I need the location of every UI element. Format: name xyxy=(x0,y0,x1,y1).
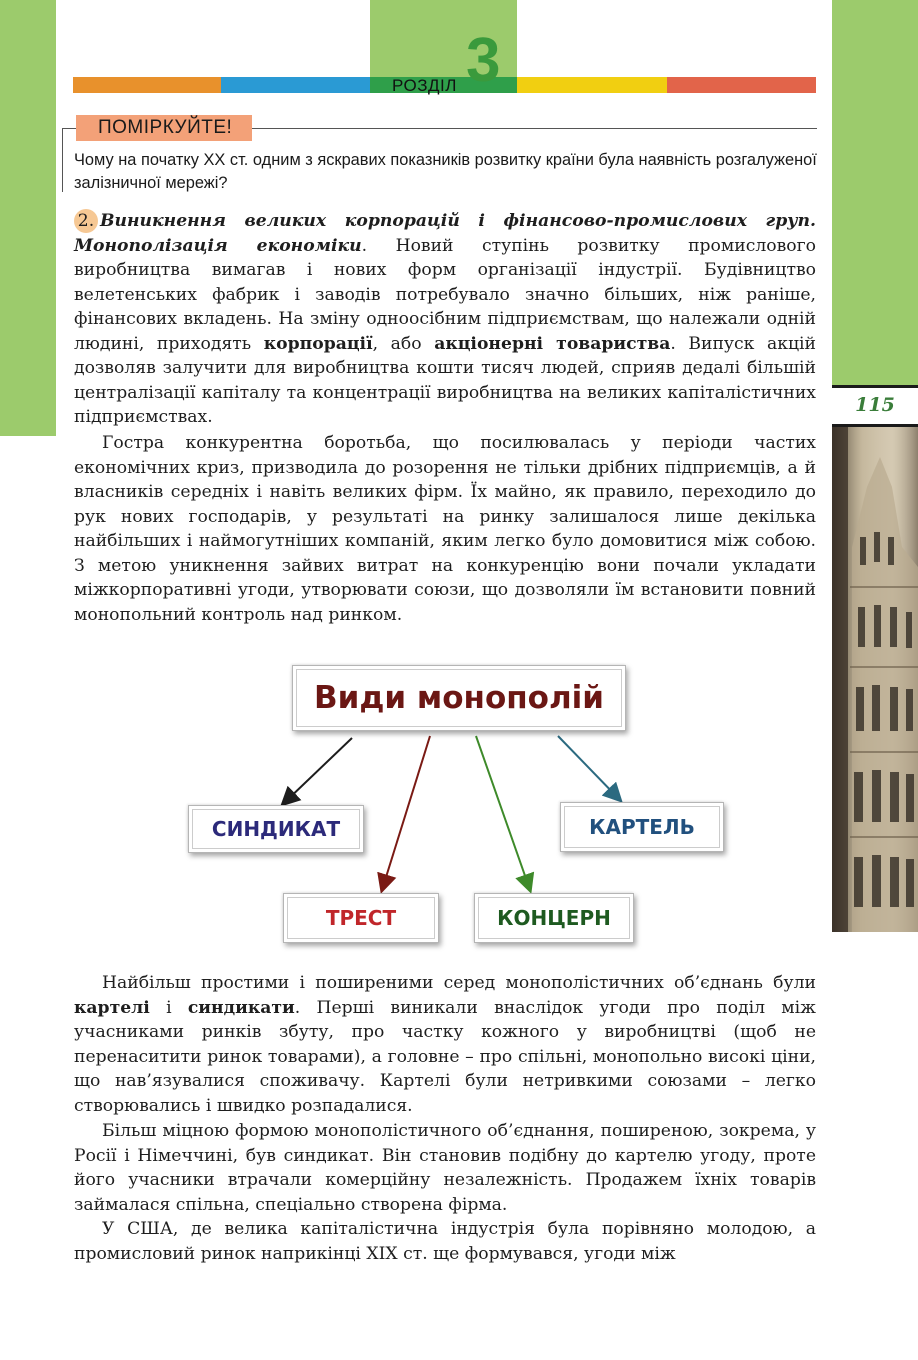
term-cartels: картелі xyxy=(74,997,150,1018)
paragraph-4: Більш міцною формою монополістичного об’єднання, поширеною, зокрема, у Росії і Німеччині, був синдикат. Він становив подібну до картелю угоду, проте його учасники втрачали комерційну незалежність. Продажем їхніх товарів займалася спільна, спеціально створена фірма. xyxy=(74,1121,816,1215)
concern-label: КОНЦЕРН xyxy=(497,906,611,930)
concern-box xyxy=(474,893,634,943)
section-item-number: 2. xyxy=(74,209,98,233)
paragraph-3 xyxy=(74,971,816,1118)
paragraph-1 xyxy=(74,209,816,430)
cartel-box xyxy=(560,802,724,852)
term-syndicates: синдикати xyxy=(187,997,295,1018)
think-box-label: ПОМІРКУЙТЕ! xyxy=(76,115,252,141)
paragraph-3-text-a: Найбільш простими і поширеними серед монополістичних об’єднань були xyxy=(102,973,816,993)
header-stripe-yellow xyxy=(517,77,667,93)
syndicate-box xyxy=(188,805,364,853)
paragraph-2: Гостра конкурентна боротьба, що посилювалась у періоди частих економічних криз, призводила до розорення не тільки дрібних підприємців, а й власників середніх і навіть великих фірм. Їх майно, як правило, переходило до рук нових господарів, у результаті на ринку залишалося лише декілька найбільших і наймогутніших компаній, яким легко було домовитися між собою. З метою уникнення зайвих витрат на конкуренцію вони почали укладати міжкорпоративні угоди, утворювати союзи, що дозволяли їм встановити повний монопольний контроль над ринком. xyxy=(74,433,816,625)
section-heading: Виникнення великих корпорацій і фінансово-промислових груп. Монополізація економіки xyxy=(74,211,816,256)
page-number: 115 xyxy=(855,394,895,416)
monopoly-types-diagram xyxy=(180,660,740,960)
think-box-question: Чому на початку ХХ ст. одним з яскравих показників розвитку країни була наявність розгалуженої залізничної мережі? xyxy=(74,151,817,192)
paragraph-1-text-a: . Новий ступінь розвитку промислового виробництва вимагав і нових форм організації індустрії. Будівництво велетенських фабрик і заводів потребувало значно більших, ніж раніше, фінансових вкладень. На зміну одноосібним підприємствам, що належали одній людині, приходять xyxy=(74,235,816,354)
syndicate-label: СИНДИКАТ xyxy=(211,817,341,841)
term-corporations: корпорації xyxy=(263,333,373,354)
paragraph-1-text-b: , або xyxy=(372,333,435,354)
left-margin-band xyxy=(0,0,56,436)
right-margin-band xyxy=(832,0,918,385)
arrow-to-syndicate xyxy=(283,738,352,804)
trust-label: ТРЕСТ xyxy=(325,906,397,930)
building-photo xyxy=(832,427,918,932)
paragraph-3-text-c: . Перші виникали внаслідок угоди про поділ між учасниками ринків збуту, про частку кожного у виробництві (щоб не перенаситити ринок товарами), а головне – про спільні, монопольно високі ціни, що нав’язувалися споживачу. Картелі були нетривкими союзами – легко створювались і швидко розпадалися. xyxy=(74,997,816,1116)
trust-box xyxy=(283,893,439,943)
paragraph-5: У США, де велика капіталістична індустрія була порівняно молодою, а промисловий ринок наприкінці ХІХ ст. ще формувався, угоди між xyxy=(74,1219,816,1264)
term-joint-stock-companies: акціонерні товариства xyxy=(434,333,671,354)
paragraph-1-text-c: . Випуск акцій дозволяв залучити для виробництва кошти тисяч людей, сприяв дедалі більшій централізації капіталу та концентрації виробництва на великих капіталістичних підприємствах. xyxy=(74,333,816,427)
diagram-title-box xyxy=(292,665,626,731)
section-label: РОЗДІЛ xyxy=(392,76,457,95)
section-number: 3 xyxy=(466,26,501,95)
think-box-left-rule xyxy=(62,128,63,192)
paragraph-3-text-b: і xyxy=(149,997,188,1018)
diagram-title: Види монополій xyxy=(313,680,605,716)
arrow-to-cartel xyxy=(558,736,620,800)
header-stripe-red xyxy=(667,77,816,93)
arrow-to-concern xyxy=(476,736,530,890)
cartel-label: КАРТЕЛЬ xyxy=(589,815,695,839)
header-stripe-orange xyxy=(73,77,221,93)
header-stripe-blue xyxy=(221,77,370,93)
arrow-to-trust xyxy=(382,736,430,890)
